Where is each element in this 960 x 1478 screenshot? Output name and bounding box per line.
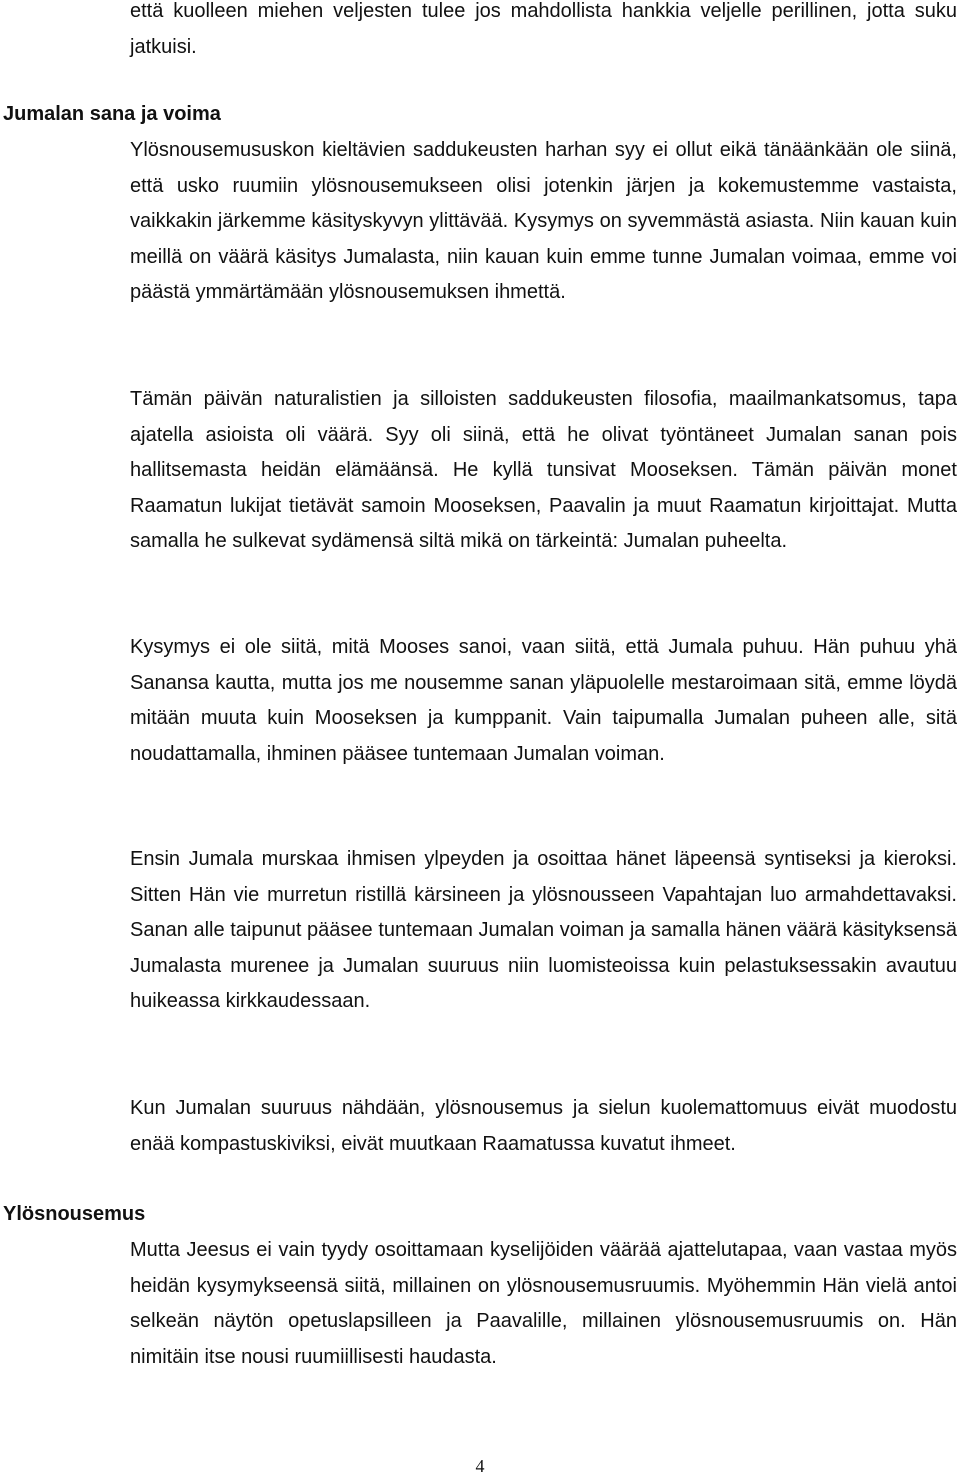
page-number: 4 [475, 1456, 485, 1476]
paragraph-6: Mutta Jeesus ei vain tyydy osoittamaan kyselijöiden väärää ajattelutapaa, vaan vastaa myös heidän kysymykseensä siitä, millainen on ylösnousemusruumis. Myöhemmin Hän vielä antoi selkeän näytön opetuslapsilleen ja Paavalille, millainen ylösnousemusruumis on. Hän nimitäin itse nousi ruumiillisesti haudasta. [130, 1239, 957, 1368]
paragraph-4: Ensin Jumala murskaa ihmisen ylpeyden ja osoittaa hänet läpeensä syntiseksi ja kieroksi. Sitten Hän vie murretun ristillä kärsineen ja ylösnousseen Vapahtajan luo armahdettavaksi. Sanan alle taipunut pääsee tuntemaan Jumalan voiman ja samalla hänen väärä käsityksensä Jumalasta murenee ja Jumalan suuruus niin luomisteoissa kuin pelastuksessakin avautuu huikeassa kirkkaudessaan. [130, 848, 957, 1012]
paragraph-1: Ylösnousemususkon kieltävien saddukeusten harhan syy ei ollut eikä tänäänkään ole siinä, että usko ruumiin ylösnousemukseen olisi jotenkin järjen ja kokemustemme vastaista, vaikkakin järkemme käsityskyvyn ylittävää. Kysymys on syvemmästä asiasta. Niin kauan kuin meillä on väärä käsitys Jumalasta, niin kauan kuin emme tunne Jumalan voimaa, emme voi päästä ymmärtämään ylösnousemuksen ihmettä. [130, 139, 957, 303]
paragraph-5: Kun Jumalan suuruus nähdään, ylösnousemus ja sielun kuolemattomuus eivät muodostu enää kompastuskiviksi, eivät muutkaan Raamatussa kuvatut ihmeet. [130, 1097, 957, 1155]
heading-ylosnousemus: Ylösnousemus [3, 1203, 146, 1225]
paragraph-2: Tämän päivän naturalistien ja silloisten saddukeusten filosofia, maailmankatsomus, tapa ajatella asioista oli väärä. Syy oli siinä, että he olivat työntäneet Jumalan sanan pois hallitsemasta heidän elämäänsä. He kyllä tunsivat Mooseksen. Tämän päivän monet Raamatun lukijat tietävät samoin Mooseksen, Paavalin ja muut Raamatun kirjoittajat. Mutta samalla he sulkevat sydämensä siltä mikä on tärkeintä: Jumalan puheelta. [130, 388, 957, 552]
heading-jumalan-sana-ja-voima: Jumalan sana ja voima [3, 103, 221, 125]
paragraph-3: Kysymys ei ole siitä, mitä Mooses sanoi, vaan siitä, että Jumala puhuu. Hän puhuu yhä Sanansa kautta, mutta jos me nousemme sanan yläpuolelle mestaroimaan sitä, emme löydä mitään muuta kuin Mooseksen ja kumppanit. Vain taipumalla Jumalan puheen alle, sitä noudattamalla, ihminen pääsee tuntemaan Jumalan voiman. [130, 636, 957, 765]
paragraph-intro: että kuolleen miehen veljesten tulee jos mahdollista hankkia veljelle perillinen, jotta suku jatkuisi. [130, 0, 957, 58]
